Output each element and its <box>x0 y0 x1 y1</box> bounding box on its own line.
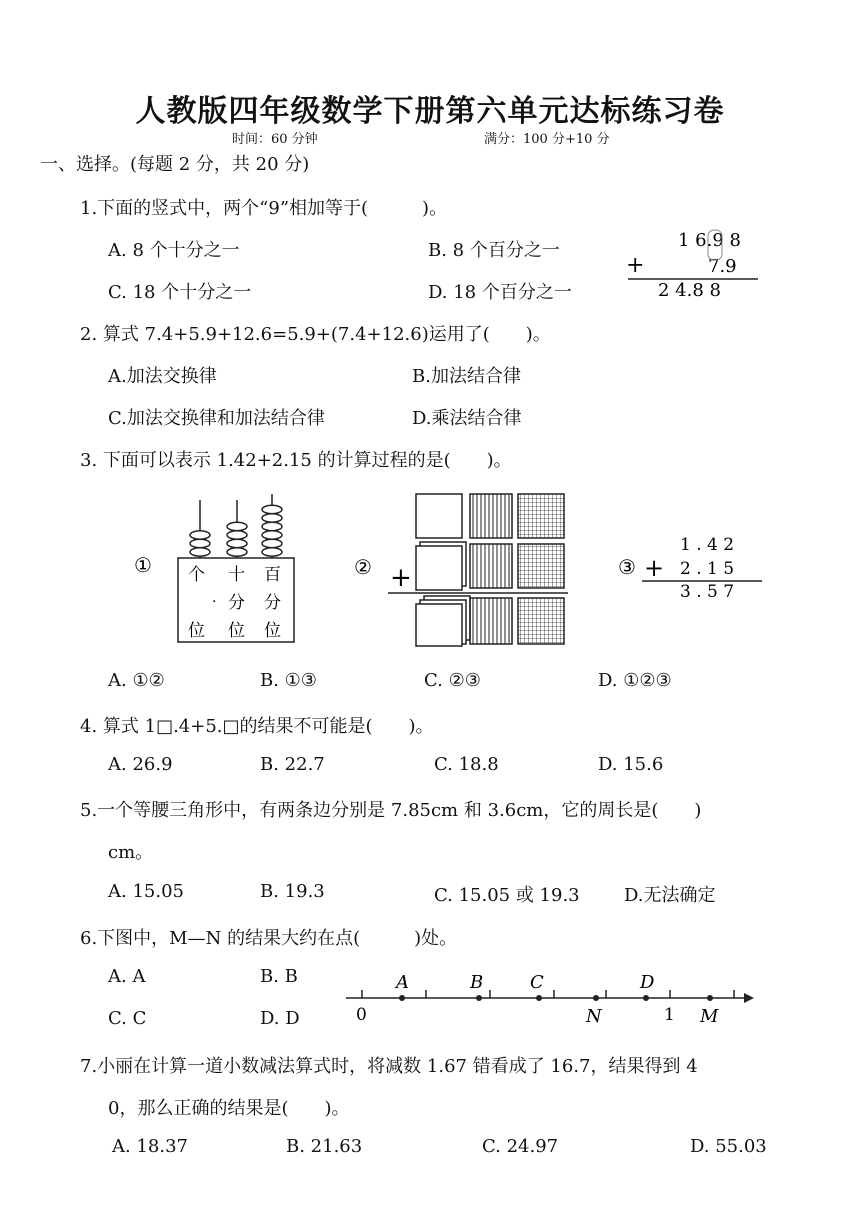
abacus-bead-tenths <box>227 522 247 530</box>
question-1-stem: 1.下面的竖式中，两个“9”相加等于( )。 <box>80 198 448 219</box>
abacus-bead-hundredths <box>262 514 282 522</box>
fig3-result: 3 . 5 7 <box>680 582 735 600</box>
label-a: A <box>396 972 409 993</box>
time-limit: 时间：60 分钟 <box>232 132 318 147</box>
block-tenths-3 <box>470 598 512 644</box>
fig3-number: ③ <box>618 555 636 579</box>
question-7-stem-cont: 0，那么正确的结果是( )。 <box>108 1098 350 1119</box>
q1-plus-sign: + <box>626 253 645 278</box>
block-hundredths-2 <box>518 544 564 588</box>
q1-vertical-row2: 7.9 <box>708 256 737 277</box>
q6-number-line <box>340 962 760 1028</box>
point-a <box>399 995 405 1001</box>
number-line-arrow <box>744 993 754 1003</box>
abacus-bead-ones <box>190 531 210 539</box>
q5-option-a: A. 15.05 <box>108 881 184 902</box>
point-m <box>707 995 713 1001</box>
fig1-col-tenths: 十 <box>228 565 245 585</box>
q5-option-c: C. 15.05 或 19.3 <box>434 885 580 906</box>
fig1-col-ones: 个 <box>188 565 205 585</box>
q3-option-a: A. ①② <box>108 670 165 691</box>
point-c <box>536 995 542 1001</box>
block-hundredths-1 <box>518 494 564 538</box>
q3-figure-abacus <box>132 488 302 648</box>
fig1-col-hundredths: 百 <box>264 565 281 585</box>
abacus-bead-hundredths <box>262 531 282 539</box>
fig1-wei-2: 位 <box>228 621 245 641</box>
abacus-bead-hundredths <box>262 548 282 556</box>
q7-option-b: B. 21.63 <box>286 1136 363 1157</box>
fig1-wei-3: 位 <box>264 621 281 641</box>
block-hundredths-3 <box>518 598 564 644</box>
label-d: D <box>640 972 655 993</box>
q6-option-b: B. B <box>260 966 298 987</box>
fig1-number: ① <box>134 553 152 577</box>
question-7-stem: 7.小丽在计算一道小数减法算式时，将减数 1.67 错看成了 16.7，结果得到 4 <box>80 1056 698 1077</box>
abacus-bead-tenths <box>227 531 247 539</box>
question-5-stem-cont: cm。 <box>108 842 154 863</box>
label-b: B <box>470 972 484 993</box>
fig3-row1: 1 . 4 2 <box>680 535 735 555</box>
q7-option-d: D. 55.03 <box>690 1136 767 1157</box>
question-2-stem: 2. 算式 7.4+5.9+12.6=5.9+(7.4+12.6)运用了( )。 <box>80 324 551 345</box>
q5-option-b: B. 19.3 <box>260 881 325 902</box>
q3-figure-blocks <box>352 490 572 648</box>
point-b <box>476 995 482 1001</box>
q7-option-a: A. 18.37 <box>112 1136 188 1157</box>
question-4-stem: 4. 算式 1□.4+5.□的结果不可能是( )。 <box>80 716 434 737</box>
question-3-stem: 3. 下面可以表示 1.42+2.15 的计算过程的是( )。 <box>80 450 512 471</box>
fig1-decimal-dot: · <box>212 594 217 610</box>
fig3-plus-sign: + <box>644 554 665 582</box>
abacus-bead-hundredths <box>262 522 282 530</box>
page-title: 人教版四年级数学下册第六单元达标练习卷 <box>135 94 725 129</box>
label-n: N <box>586 1006 602 1027</box>
q4-option-a: A. 26.9 <box>108 754 173 775</box>
q7-option-c: C. 24.97 <box>482 1136 559 1157</box>
fig2-plus-sign: + <box>390 563 412 593</box>
abacus-bead-hundredths <box>262 505 282 513</box>
abacus-bead-tenths <box>227 539 247 547</box>
q6-option-c: C. C <box>108 1008 147 1029</box>
q3-option-b: B. ①③ <box>260 670 317 691</box>
q3-figure-vertical <box>616 530 766 600</box>
block-tenths-2 <box>470 544 512 588</box>
abacus-bead-ones <box>190 539 210 547</box>
q4-option-d: D. 15.6 <box>598 754 664 775</box>
question-6-stem: 6.下图中，M—N 的结果大约在点( )处。 <box>80 928 458 949</box>
block-tenths-1 <box>470 494 512 538</box>
block-one-3 <box>416 604 462 646</box>
q1-option-b: B. 8 个百分之一 <box>428 240 560 261</box>
q1-option-d: D. 18 个百分之一 <box>428 282 572 303</box>
q1-vertical-result: 2 4.8 8 <box>658 280 721 301</box>
abacus-bead-hundredths <box>262 539 282 547</box>
fig2-number: ② <box>354 555 372 579</box>
q3-option-c: C. ②③ <box>424 670 481 691</box>
fig3-row2: 2 . 1 5 <box>680 559 735 579</box>
block-one-1 <box>416 494 462 538</box>
fig1-wei-1: 位 <box>188 621 205 641</box>
q5-option-d: D.无法确定 <box>624 885 716 906</box>
full-score: 满分：100 分+10 分 <box>484 132 610 147</box>
q1-option-a: A. 8 个十分之一 <box>108 240 240 261</box>
q1-vertical-addition <box>624 226 764 302</box>
abacus-bead-tenths <box>227 548 247 556</box>
q1-vertical-row1: 1 6.9 8 <box>678 230 741 251</box>
fig1-fen-2: 分 <box>264 593 281 613</box>
label-m: M <box>700 1006 719 1027</box>
section-heading: 一、选择。(每题 2 分，共 20 分) <box>40 154 310 175</box>
block-one-2 <box>416 546 462 590</box>
abacus-bead-ones <box>190 548 210 556</box>
label-c: C <box>530 972 544 993</box>
q6-option-d: D. D <box>260 1008 300 1029</box>
q2-option-b: B.加法结合律 <box>412 366 521 387</box>
q4-option-b: B. 22.7 <box>260 754 325 775</box>
label-one: 1 <box>664 1005 675 1025</box>
q2-option-d: D.乘法结合律 <box>412 408 522 429</box>
point-n <box>593 995 599 1001</box>
q2-option-a: A.加法交换律 <box>108 366 217 387</box>
q2-option-c: C.加法交换律和加法结合律 <box>108 408 325 429</box>
point-d <box>643 995 649 1001</box>
fig1-fen-1: 分 <box>228 593 245 613</box>
q1-option-c: C. 18 个十分之一 <box>108 282 252 303</box>
question-5-stem: 5.一个等腰三角形中，有两条边分别是 7.85cm 和 3.6cm，它的周长是( ) <box>80 800 702 821</box>
q3-option-d: D. ①②③ <box>598 670 672 691</box>
q4-option-c: C. 18.8 <box>434 754 499 775</box>
q6-option-a: A. A <box>108 966 146 987</box>
label-zero: 0 <box>356 1005 367 1025</box>
